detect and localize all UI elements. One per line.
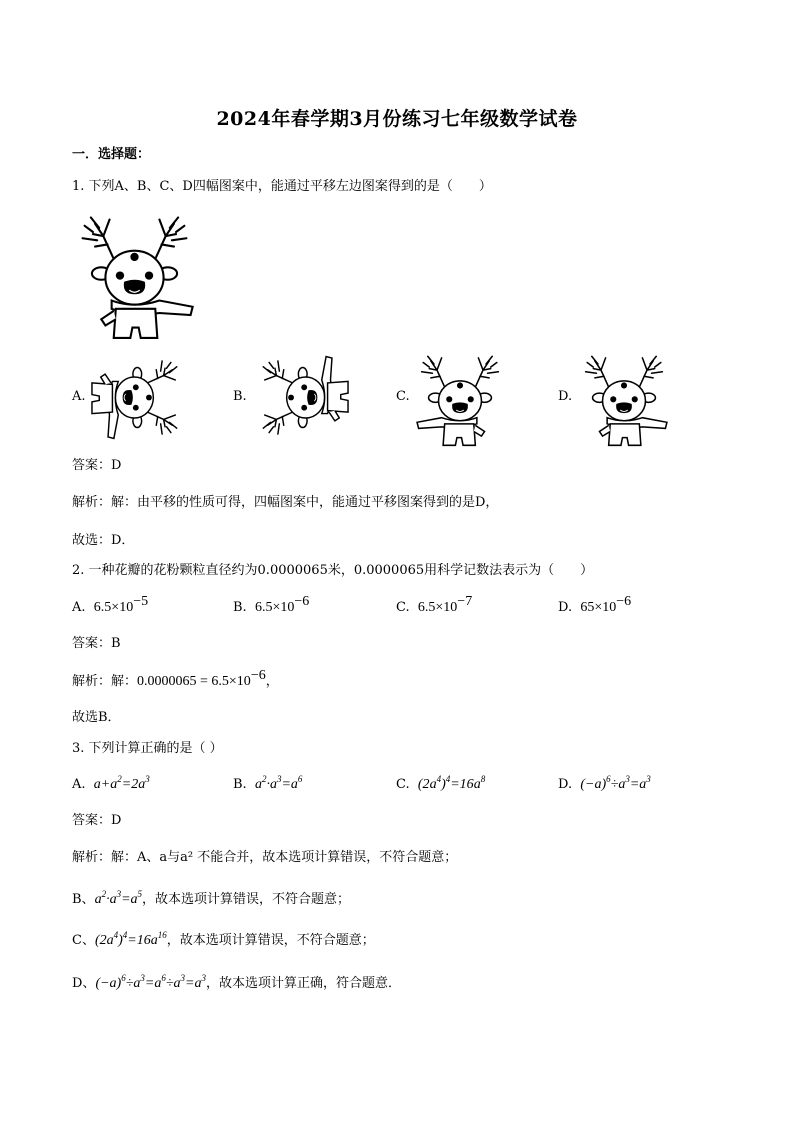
q3-option-a-formula: $a+a^2=2a^3$ [93,774,150,792]
q1-option-b-label: B. [233,389,247,404]
q1-conclusion: 故选：D． [72,533,135,548]
q1-option-c-figure [414,347,506,447]
q2-option-b-mantissa: 6.5×10 [254,600,295,615]
q3-analysis-d: D、$(-a)^6\div a^3=a^6\div a^3=a^3$，故本选项计算正确，符合题意． [72,973,402,991]
q1-answer: 答案：D [72,458,122,473]
q2-option-a [72,594,149,617]
q3-option-a [72,776,150,794]
q1-stem: 1. 下列A、B、C、D四幅图案中，能通过平移左边图案得到的是（ ） [72,179,492,194]
q3-analysis-d-text: ，故本选项计算正确，符合题意． [206,976,402,991]
q3-analysis-a: 解析：解：A、a与a² 不能合并，故本选项计算错误，不符合题意； [72,850,458,865]
q3-analysis-c-formula: $(2a^4)^4=16a^{16}$ [94,930,167,948]
q2-option-c-exponent: −7 [457,594,473,609]
q2-option-d-label: D. [558,600,573,615]
q3-option-c [396,776,485,794]
q3-analysis-b: B、$a^2\cdot a^3=a^5$，故本选项计算错误，不符合题意； [72,889,351,907]
q3-option-b [233,776,302,794]
q2-analysis-prefix: 解析：解： [72,674,138,689]
q3-analysis-c-text: ，故本选项计算错误，不符合题意； [166,933,375,948]
q3-option-d-formula: $(-a)^6\div a^3=a^3$ [580,774,651,792]
q3-option-b-label: B. [233,777,247,792]
q2-option-d-mantissa: 65×10 [580,600,617,615]
q1-option-c-label: C. [396,389,410,404]
q2-option-c-label: C. [396,600,410,615]
q2-option-c [396,594,473,617]
q1-option-d-label: D. [558,389,573,404]
q1-option-a-figure [88,350,188,445]
q3-answer: 答案：D [72,813,122,828]
q2-option-b-label: B. [233,600,247,615]
q1-analysis: 解析：解：由平移的性质可得，四幅图案中，能通过平移图案得到的是D， [72,495,499,510]
q2-option-b [233,594,310,617]
q1-option-b-figure [252,350,352,445]
q2-analysis [72,668,279,691]
q3-analysis-b-formula: $a^2\cdot a^3=a^5$ [94,889,143,907]
q2-option-a-exponent: −5 [133,594,149,609]
q2-option-a-label: A. [72,600,86,615]
q3-analysis-b-text: ，故本选项计算错误，不符合题意； [142,892,351,907]
q2-option-d [558,594,632,617]
q3-option-d [558,776,651,794]
q2-analysis-exponent: −6 [250,668,266,683]
q1-option-d-figure [578,347,670,447]
q2-stem: 2. 一种花瓣的花粉颗粒直径约为0.0000065米，0.0000065用科学记数法表示为（ ） [72,563,594,578]
q2-conclusion: 故选B． [72,710,121,725]
q3-option-b-formula: $a^2\cdot a^3=a^6$ [254,774,303,792]
q2-analysis-suffix: ， [265,674,279,689]
q3-option-c-label: C. [396,777,410,792]
q2-option-d-exponent: −6 [616,594,632,609]
q2-option-b-exponent: −6 [294,594,310,609]
section-heading: 一．选择题： [72,147,151,162]
q2-answer: 答案：B [72,636,121,651]
page-title: 2024年春学期3月份练习七年级数学试卷 [216,108,578,130]
q2-option-a-mantissa: 6.5×10 [93,600,134,615]
q3-option-d-label: D. [558,777,573,792]
q2-analysis-math: 0.0000065 = 6.5×10 [137,674,251,689]
q1-original-figure [72,205,197,340]
q3-stem: 3. 下列计算正确的是（ ） [72,741,223,756]
q3-analysis-c: C、$(2a^4)^4=16a^{16}$，故本选项计算错误，不符合题意； [72,930,375,948]
q3-analysis-d-formula: $(-a)^6\div a^3=a^6\div a^3=a^3$ [95,973,206,991]
q2-option-c-mantissa: 6.5×10 [417,600,458,615]
q3-option-c-formula: $(2a^4)^4=16a^8$ [417,774,486,792]
q1-option-a-label: A. [72,389,86,404]
q3-option-a-label: A. [72,777,86,792]
